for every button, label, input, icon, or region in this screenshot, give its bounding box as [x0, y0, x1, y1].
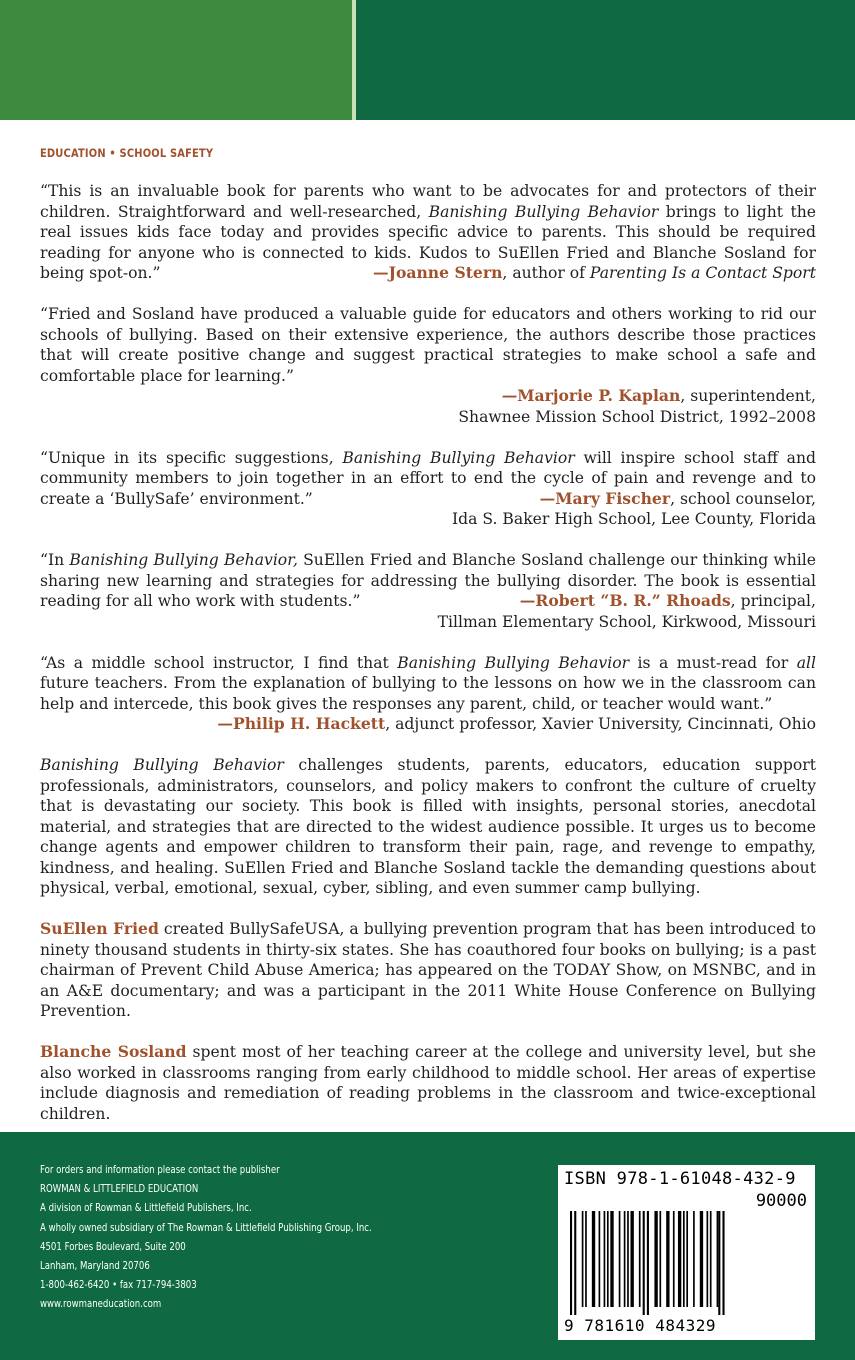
- book-title: Banishing Bullying Behavior,: [69, 551, 298, 569]
- author-bio-sosland: Blanche Sosland spent most of her teaching career at the college and university level, but she also worked in classrooms ranging from early childhood to middle school. Her areas of expertise include diagnosis and remediation of reading problems in the classroom and twice-exceptional children.: [40, 1042, 816, 1123]
- barcode-bar: [654, 1211, 657, 1307]
- price-code: 90000: [755, 1191, 807, 1211]
- barcode-bar: [627, 1211, 629, 1307]
- barcode-bar: [673, 1211, 675, 1307]
- quote-attribution: —Marjorie P. Kaplan, superintendent,: [501, 386, 816, 405]
- book-title: Banishing Bullying Behavior: [397, 653, 630, 672]
- book-title: Banishing Bullying Behavior: [40, 756, 284, 774]
- barcode-bar: [604, 1211, 606, 1307]
- top-color-band-right: [356, 0, 855, 120]
- barcode-bar: [643, 1211, 645, 1315]
- barcode-bar: [574, 1211, 576, 1315]
- barcode-bar: [683, 1211, 685, 1307]
- barcode-bar: [700, 1211, 703, 1307]
- barcode-bar: [607, 1211, 609, 1307]
- quote-attribution: —Philip H. Hackett, adjunct professor, Xavier University, Cincinnati, Ohio: [217, 714, 816, 733]
- barcode-bar: [585, 1211, 587, 1307]
- back-cover-text: [40, 181, 816, 1145]
- publisher-footer: [0, 1132, 855, 1360]
- blurb-quote-1: “This is an invaluable book for parents who want to be advocates for and protectors of their children. Straightforward and well-researched, Banishing Bullying Behavior brings to light the real issues kids face today and provides specific advice to parents. This should be required reading for anyone who is connected to kids. Kudos to SuEllen Fried and Blanche Sosland for being spot-on.” —Joanne Stern, author of Parenting Is a Contact Sport: [40, 182, 816, 282]
- quote-attribution: —Joanne Stern, author of Parenting Is a Contact Sport: [372, 263, 816, 282]
- barcode-bar: [693, 1211, 695, 1307]
- barcode-bar: [659, 1211, 661, 1307]
- barcode-bars: [568, 1211, 806, 1315]
- barcode-bar: [717, 1211, 719, 1307]
- barcode-bar: [718, 1211, 720, 1315]
- book-title: Banishing Bullying Behavior: [342, 448, 575, 467]
- barcode-bar: [722, 1211, 724, 1315]
- quote-attribution: —Robert “B. R.” Rhoads, principal,: [519, 591, 816, 610]
- blurb-quote-4: “In Banishing Bullying Behavior, SuEllen Fried and Blanche Sosland challenge our thinking while sharing new learning and strategies for addressing the bullying disorder. The book is essential reading for all who work with students.” —Robert “B. R.” Rhoads, principal,: [40, 551, 817, 610]
- author-bio-fried: SuEllen Fried created BullySafeUSA, a bullying prevention program that has been introduced to ninety thousand students in thirty-six states. She has coauthored four books on bullying; is a past chairman of Prevent Child Abuse America; has appeared on the TODAY Show, on MSNBC, and in an A&E documentary; and was a participant in the 2011 White House Conference on Bullying Prevention.: [40, 919, 816, 1020]
- book-description: Banishing Bullying Behavior challenges students, parents, educators, education support professionals, administrators, counselors, and policy makers to confront the culture of cruelty that is devastating our society. This book is filled with insights, personal stories, anecdotal material, and strategies that are directed to the widest audience possible. It urges us to become change agents and empower children to transform their pain, rage, and revenge to empathy, kindness, and healing. SuEllen Fried and Blanche Sosland tackle the demanding questions about physical, verbal, emotional, sexual, cyber, sibling, and even summer camp bullying.: [40, 756, 816, 897]
- barcode-bar: [666, 1211, 669, 1307]
- top-color-band-left: [0, 0, 352, 120]
- blurb-quote-5: “As a middle school instructor, I find that Banishing Bullying Behavior is a must-read for all future teachers. From the explanation of bullying to the lessons on how we in the classroom can help and intercede, this book gives the responses any parent, child, or teacher would want.”: [40, 653, 817, 713]
- blurb-quote-2: “Fried and Sosland have produced a valuable guide for educators and others working to rid our schools of bullying. Based on their extensive experience, the authors describe those practices that will create positive change and suggest practical strategies to make school a safe and comfortable place for learning.”: [40, 305, 816, 385]
- barcode-bar: [639, 1211, 641, 1307]
- book-title: Banishing Bullying Behavior: [428, 202, 659, 221]
- barcode-bar: [678, 1211, 681, 1307]
- author-name: SuEllen Fried: [40, 919, 159, 938]
- isbn-number: ISBN 978-1-61048-432-9: [564, 1169, 796, 1189]
- blurb-quote-3: “Unique in its specific suggestions, Banishing Bullying Behavior will inspire school staff and community members to join together in an effort to end the cycle of pain and revenge and to create a ‘BullySafe’ environment.” —Mary Fischer, school counselor,: [40, 448, 816, 508]
- isbn-barcode: [558, 1165, 815, 1340]
- barcode-bar: [599, 1211, 601, 1307]
- barcode-bar: [707, 1211, 709, 1307]
- barcode-bar: [647, 1211, 649, 1315]
- author-name: Blanche Sosland: [40, 1042, 187, 1061]
- barcode-bar: [610, 1211, 613, 1307]
- quote-attribution-affiliation: Ida S. Baker High School, Lee County, Florida: [452, 510, 816, 528]
- barcode-bar: [619, 1211, 621, 1307]
- ean-digits: 9 781610 484329: [564, 1316, 716, 1335]
- category-label: EDUCATION • SCHOOL SAFETY: [40, 146, 214, 160]
- barcode-bar: [686, 1211, 688, 1307]
- quote-attribution: —Mary Fischer, school counselor,: [539, 488, 816, 508]
- barcode-bar: [710, 1211, 712, 1307]
- publisher-info: For orders and information please contact the publisher ROWMAN & LITTLEFIELD EDUCATION A division of Rowman & Littlefield Publishers, Inc. A wholly owned subsidiary of The Rowman & Littlefield Publishing Group, Inc. 4501 Forbes Boulevard, Suite 200 Lanham, Maryland 20706 1-800-462-6420 • fax 717-794-3803 www.rowmaneducation.com: [40, 1163, 372, 1311]
- barcode-bar: [570, 1211, 572, 1315]
- barcode-bar: [630, 1211, 633, 1307]
- quote-attribution-affiliation: Shawnee Mission School District, 1992–2008: [458, 407, 816, 426]
- barcode-bar: [582, 1211, 584, 1307]
- quote-attribution-affiliation: Tillman Elementary School, Kirkwood, Missouri: [437, 612, 816, 631]
- barcode-bar: [592, 1211, 595, 1307]
- barcode-bar: [624, 1211, 626, 1307]
